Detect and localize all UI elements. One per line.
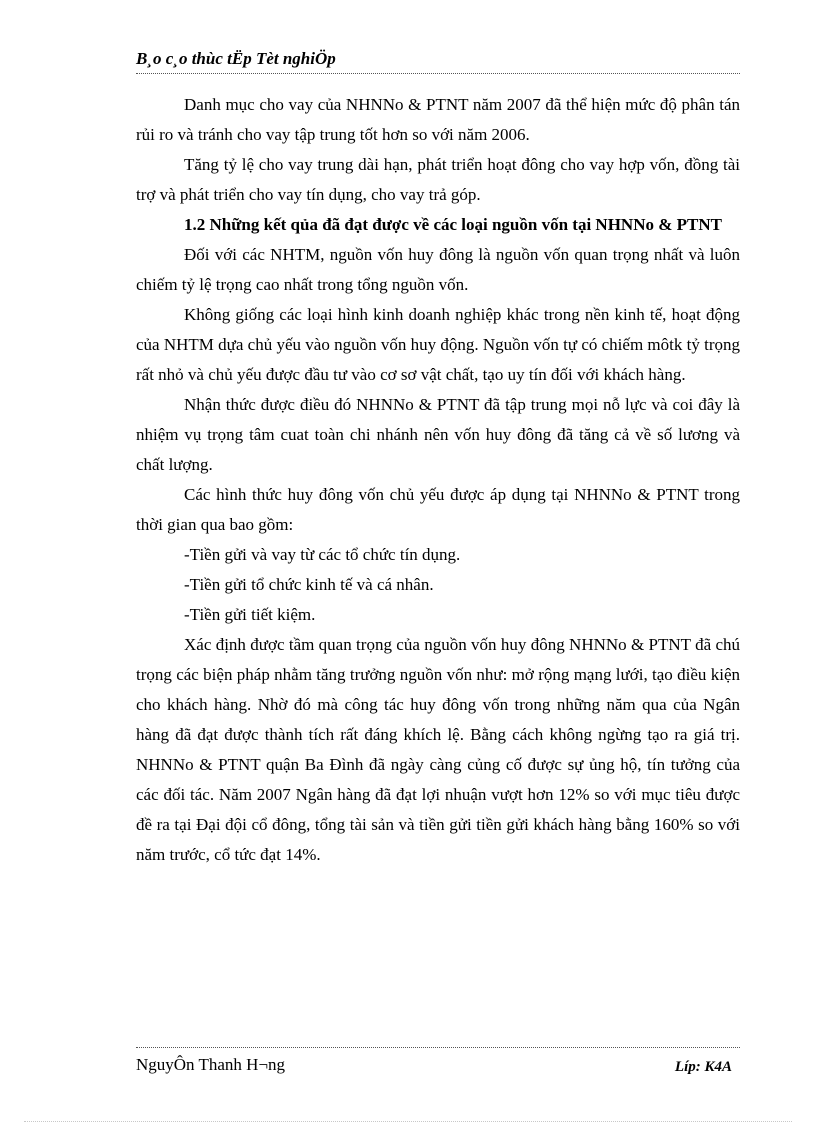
paragraph: Nhận thức được điều đó NHNNo & PTNT đã tập trung mọi nỗ lực và coi đây là nhiệm vụ trọng tâm cuat toàn chi nhánh nên vốn huy đông đã tăng cả về số lương và chất lượng. xyxy=(136,395,740,474)
footer-class-label: Líp: K4A xyxy=(674,1059,732,1075)
list-item: -Tiền gửi và vay từ các tổ chức tín dụng. xyxy=(184,545,461,564)
paragraph: Tăng tỷ lệ cho vay trung dài hạn, phát triển hoạt đông cho vay hợp vốn, đồng tài trợ và phát triển cho vay tín dụng, cho vay trả góp. xyxy=(136,155,740,204)
paragraph: Các hình thức huy đông vốn chủ yếu được áp dụng tại NHNNo & PTNT trong thời gian qua bao gồm: xyxy=(136,485,740,534)
paragraph: Danh mục cho vay của NHNNo & PTNT năm 2007 đã thể hiện mức độ phân tán rủi ro và tránh cho vay tập trung tốt hơn so với năm 2006. xyxy=(136,95,740,144)
list-item: -Tiền gửi tiết kiệm. xyxy=(184,605,316,624)
list-item: -Tiền gửi tổ chức kinh tế và cá nhân. xyxy=(184,575,434,594)
page-header-title: B¸o c¸o thùc tËp Tèt nghiÖp xyxy=(136,49,336,68)
footer-author: NguyÔn Thanh H¬ng xyxy=(136,1055,286,1074)
page-bottom-border xyxy=(24,1121,792,1122)
footer-divider xyxy=(136,1047,740,1048)
header-divider xyxy=(136,73,740,74)
paragraph: Xác định được tầm quan trọng của nguồn vốn huy đông NHNNo & PTNT đã chú trọng các biện pháp nhằm tăng trưởng nguồn vốn như: mở rộng mạng lưới, tạo điều kiện cho khách hàng. Nhờ đó mà công tác huy đông vốn trong những năm qua của Ngân hàng đã đạt được thành tích rất đáng khích lệ. Bằng cách không ngừng tạo ra giá trị. NHNNo & PTNT quận Ba Đình đã ngày càng củng cố được sự ủng hộ, tín tưởng của các đối tác. Năm 2007 Ngân hàng đã đạt lợi nhuận vượt hơn 12% so với mục tiêu được đề ra tại Đại đội cổ đông, tổng tài sản và tiền gửi tiền gửi khách hàng bằng 160% so với năm trước, cổ tức đạt 14%. xyxy=(136,635,740,864)
paragraph: Đối với các NHTM, nguồn vốn huy đông là nguồn vốn quan trọng nhất và luôn chiếm tỷ lệ trọng cao nhất trong tổng nguồn vốn. xyxy=(136,245,740,294)
section-heading: 1.2 Những kết qủa đã đạt được về các loại nguồn vốn tại NHNNo & PTNT xyxy=(184,215,722,234)
paragraph: Không giống các loại hình kinh doanh nghiệp khác trong nền kinh tế, hoạt động của NHTM dựa chủ yếu vào nguồn vốn huy động. Nguồn vốn tự có chiếm môtk tỷ trọng rất nhỏ và chủ yếu được đầu tư vào cơ sơ vật chất, tạo uy tín đối với khách hàng. xyxy=(136,305,740,384)
document-body xyxy=(136,90,740,870)
